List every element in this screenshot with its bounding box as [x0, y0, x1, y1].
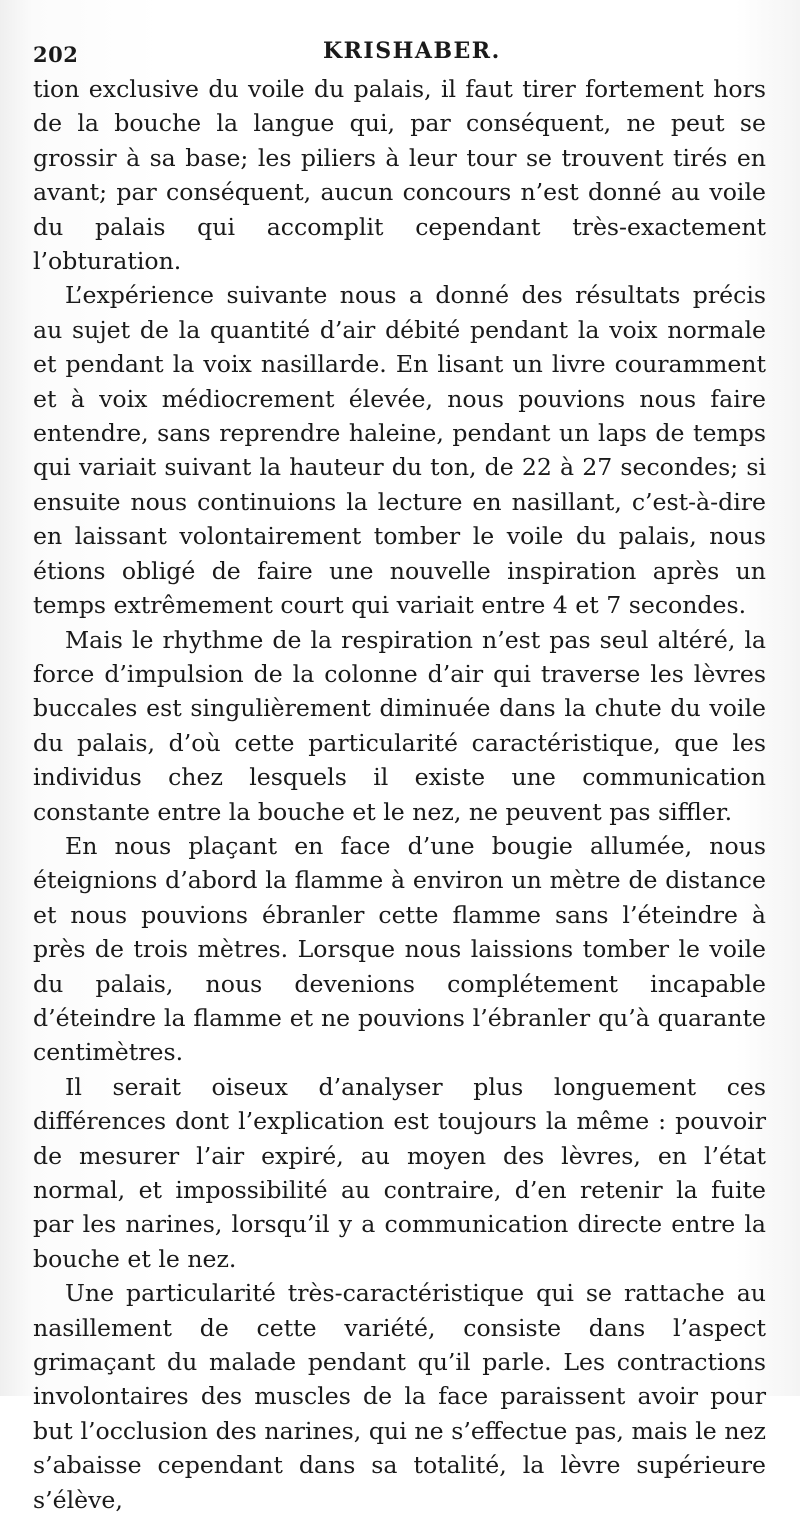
paragraph-rhythme: Mais le rhythme de la respiration n’est pas seul altéré, la force d’impulsion de la colonne d’air qui traverse les lèvres buccales est singulièrement diminuée dans la chute du voile du palais, d’où cette particularité caractéristique, que les individus chez lesquels il existe une communication constante entre la bouche et le nez, ne peuvent pas siffler.: [33, 625, 766, 826]
page-header: [33, 34, 760, 74]
running-head: KRISHABER.: [323, 38, 501, 64]
paragraph-differences: Il serait oiseux d’analyser plus longuement ces différences dont l’explication est toujours la même : pouvoir de mesurer l’air expiré, au moyen des lèvres, en l’état normal, et impossibilité au contraire, d’en retenir la fuite par les narines, lorsqu’il y a communication directe entre la bouche et le nez.: [33, 1072, 766, 1273]
page-number: 202: [33, 42, 79, 67]
paragraph-grimace: Une particularité très-caractéristique qui se rattache au nasillement de cette variété, consiste dans l’aspect grimaçant du malade pendant qu’il parle. Les contractions involontaires des muscles de la face paraissent avoir pour but l’occlusion des narines, qui ne s’effectue pas, mais le nez s’abaisse cependant dans sa totalité, la lèvre supérieure s’élève,: [33, 1279, 766, 1514]
paragraph-bougie: En nous plaçant en face d’une bougie allumée, nous éteignions d’abord la flamme à environ un mètre de distance et nous pouvions ébranler cette flamme sans l’éteindre à près de trois mètres. Lorsque nous laissions tomber le voile du palais, nous devenions complétement incapable d’éteindre la flamme et ne pouvions l’ébranler qu’à quarante centimètres.: [33, 831, 766, 1067]
paragraph-continued: tion exclusive du voile du palais, il faut tirer fortement hors de la bouche la langue qui, par conséquent, ne peut se grossir à sa base; les piliers à leur tour se trouvent tirés en avant; par conséquent, aucun concours n’est donné au voile du palais qui accomplit cependant très-exactement l’obturation.: [33, 75, 766, 276]
body-text: [33, 72, 766, 1517]
paragraph-experience: L’expérience suivante nous a donné des résultats précis au sujet de la quantité d’air débité pendant la voix normale et pendant la voix nasillarde. En lisant un livre couramment et à voix médiocrement élevée, nous pouvions nous faire entendre, sans reprendre haleine, pendant un laps de temps qui variait suivant la hauteur du ton, de 22 à 27 secondes; si ensuite nous continuions la lecture en nasillant, c’est-à-dire en laissant volontairement tomber le voile du palais, nous étions obligé de faire une nouvelle inspiration après un temps extrêmement court qui variait entre 4 et 7 secondes.: [33, 281, 766, 620]
